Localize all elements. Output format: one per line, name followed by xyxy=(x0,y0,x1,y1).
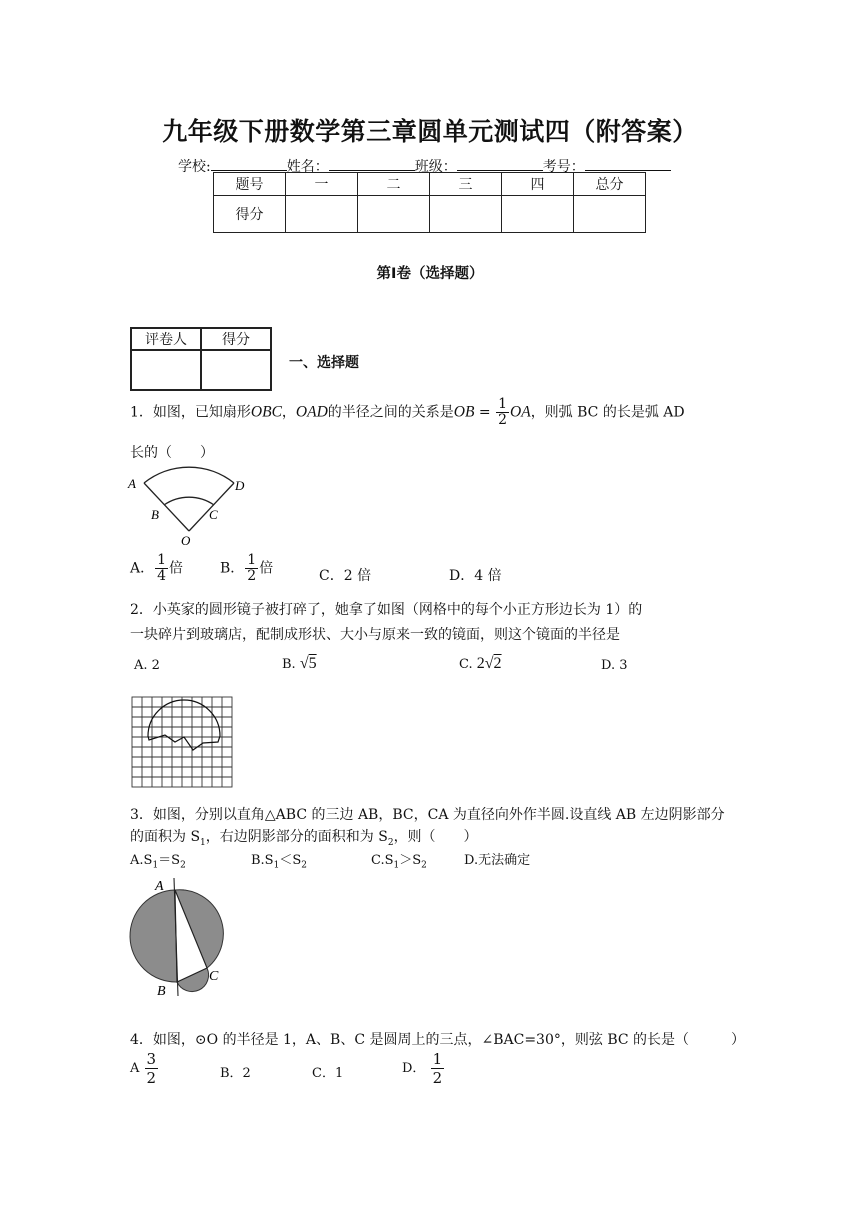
exam-no-blank[interactable] xyxy=(585,158,671,171)
grader-label: 评卷人 xyxy=(131,328,201,350)
q1-label-o: O xyxy=(181,533,191,548)
question-2-line1: 2．小英家的圆形镜子被打碎了，她拿了如图（网格中的每个小正方形边长为 1）的 xyxy=(130,602,643,618)
q1-label-a: A xyxy=(128,476,136,491)
q4-option-b[interactable]: B．2 xyxy=(220,1066,251,1081)
q1-option-b[interactable]: B． $\frac{1}{2}$ 倍 xyxy=(220,552,274,584)
page-title: 九年级下册数学第三章圆单元测试四（附答案） xyxy=(162,117,698,146)
score-input-cell[interactable] xyxy=(574,196,646,233)
q2-option-c[interactable]: C. 2√2 xyxy=(459,655,502,672)
question-1-stem xyxy=(130,397,685,428)
score-header-cell: 总分 xyxy=(574,173,646,196)
q2-option-a[interactable]: A. 2 xyxy=(134,658,160,673)
q2-option-d[interactable]: D. 3 xyxy=(601,658,628,673)
grader-table xyxy=(130,327,272,391)
q3-option-a[interactable]: $A.S_1=S_2$ xyxy=(130,853,186,871)
score-header-cell: 四 xyxy=(502,173,574,196)
score-header-cell: 一 xyxy=(286,173,358,196)
q2-option-b[interactable]: B. √5 xyxy=(282,655,317,672)
class-label: 班级： xyxy=(414,159,457,175)
q1-comma: ， xyxy=(281,404,296,421)
name-label: 姓名： xyxy=(286,159,329,175)
score-table xyxy=(213,172,646,233)
q4-option-a[interactable]: A $\frac{3}{2}$ xyxy=(130,1050,157,1087)
q3-option-d[interactable]: D.无法确定 xyxy=(464,853,531,868)
score-header-cell: 二 xyxy=(358,173,430,196)
q1-text3: ，则弧 BC 的长是弧 AD xyxy=(530,404,685,421)
q1-option-c[interactable]: C．2 倍 xyxy=(319,568,372,584)
q3-option-b[interactable]: $B.S_1<S_2$ xyxy=(251,853,307,871)
question-4-line1: 4．如图，⊙O 的半径是 1，A、B、C 是圆周上的三点，∠BAC=30°，则弦 BC 的长是（ ） xyxy=(130,1032,746,1048)
score-header-cell: 题号 xyxy=(214,173,286,196)
question-3-line2: 的面积为 $S_1$，右边阴影部分的面积和为 $S_2$，则（ ） xyxy=(130,829,478,848)
q1-option-d[interactable]: D．4 倍 xyxy=(449,568,502,584)
q3-label-b: B xyxy=(157,984,166,998)
q1-obc: OBC xyxy=(250,403,282,421)
q1-label-d: D xyxy=(235,478,245,493)
question-1-line2: 长的（ ） xyxy=(130,445,214,461)
q1-text2: 的半径之间的关系是 xyxy=(327,404,454,421)
name-blank[interactable] xyxy=(329,158,415,171)
grader-score-cell[interactable] xyxy=(201,350,271,390)
question-3-line1: 3．如图，分别以直角△ABC 的三边 AB，BC，CA 为直径向外作半圆.设直线 AB 左边阴影部分 xyxy=(130,807,725,823)
q1-label-b: B xyxy=(151,507,159,522)
q1-ob: OB xyxy=(453,403,475,421)
q1-option-a[interactable]: A． $\frac{1}{4}$ 倍 xyxy=(130,552,184,584)
q3-label-c: C xyxy=(209,969,219,984)
q1-text: 1．如图，已知扇形 xyxy=(130,404,251,421)
grader-score-label: 得分 xyxy=(201,328,271,350)
score-row-label: 得分 xyxy=(214,196,286,233)
q1-oad: OAD xyxy=(295,403,328,421)
class-blank[interactable] xyxy=(457,158,543,171)
score-input-cell[interactable] xyxy=(430,196,502,233)
q3-option-c[interactable]: $C.S_1>S_2$ xyxy=(371,853,427,871)
q1-sector-figure xyxy=(126,465,256,549)
q3-semicircle-figure xyxy=(127,876,239,998)
school-blank[interactable] xyxy=(211,158,287,171)
q3-label-a: A xyxy=(155,879,164,894)
q4-option-c[interactable]: C．1 xyxy=(312,1066,344,1081)
q1-eq: = xyxy=(474,404,496,421)
score-header-cell: 三 xyxy=(430,173,502,196)
q1-label-c: C xyxy=(209,507,218,522)
q1-fraction: $\frac{1}{2}$ xyxy=(498,396,508,428)
score-input-cell[interactable] xyxy=(358,196,430,233)
exam-no-label: 考号： xyxy=(542,159,585,175)
q1-oa: OA xyxy=(510,403,531,421)
q4-option-d[interactable]: D． $\frac{1}{2}$ xyxy=(402,1050,443,1087)
school-label: 学校: xyxy=(178,159,211,175)
grader-input-cell[interactable] xyxy=(131,350,201,390)
section-heading: 一、选择题 xyxy=(289,355,359,371)
q2-grid-figure xyxy=(131,696,235,789)
score-input-cell[interactable] xyxy=(286,196,358,233)
question-2-line2: 一块碎片到玻璃店，配制成形状、大小与原来一致的镜面，则这个镜面的半径是 xyxy=(130,627,620,643)
score-input-cell[interactable] xyxy=(502,196,574,233)
volume-title: 第Ⅰ卷（选择题） xyxy=(376,266,484,282)
